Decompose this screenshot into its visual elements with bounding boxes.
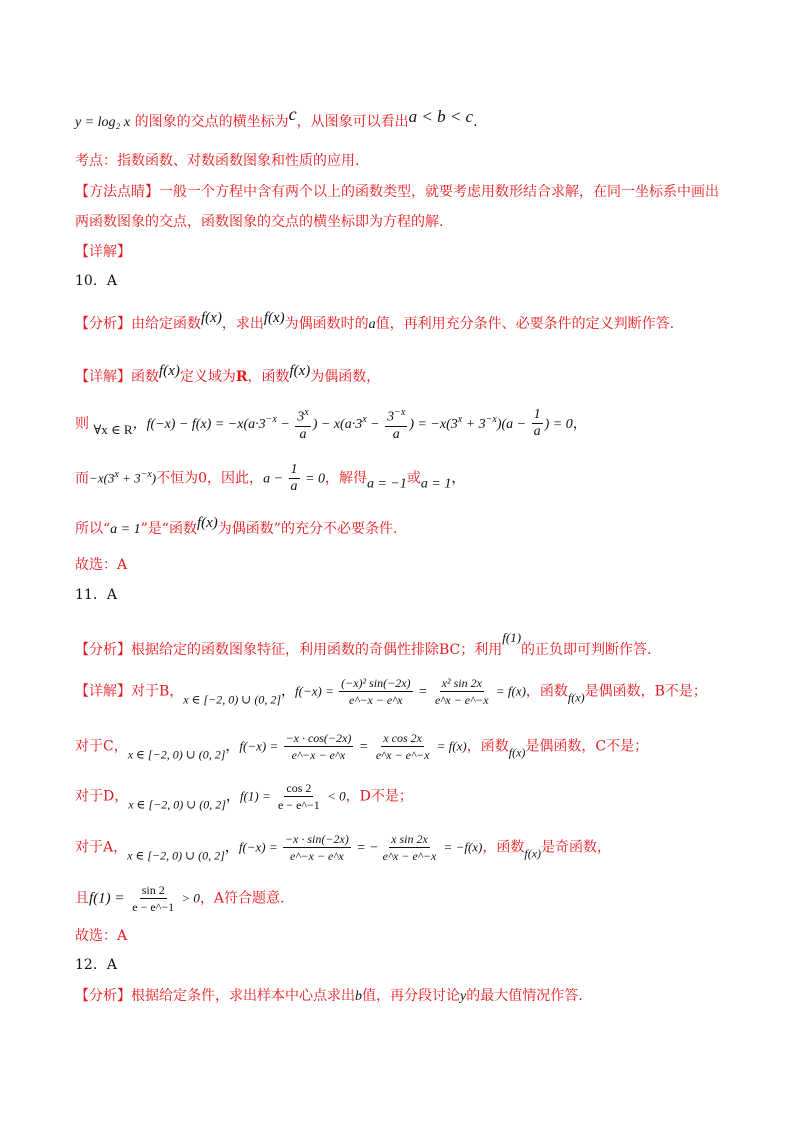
section-tag: 【分析】: [75, 988, 131, 1004]
math-exp: x: [114, 468, 119, 480]
text: ，D不是；: [345, 788, 413, 805]
math: ): [151, 470, 157, 486]
math: f(1) =: [89, 890, 129, 907]
fraction: $\frac{1}{a}$: [533, 407, 541, 440]
text: 且: [75, 890, 89, 907]
question-11-answer: 11．A: [75, 587, 117, 603]
math: a −: [263, 471, 287, 487]
fraction: $\frac{\text{x² sin 2x}}{e\^{}x - e\^{}-x}$: [434, 676, 489, 707]
text: 不恒为0，因此，: [156, 470, 264, 487]
fraction: $\frac{-x \cdot \sin(-2x)}{e\^{}-x - e\^{}x}$: [284, 832, 349, 863]
math-f1: f(1): [502, 630, 522, 645]
section-tag: 【分析】: [75, 642, 131, 658]
math: = −f(x): [440, 839, 483, 855]
fraction: $\frac{\cos 2}{e - e\^{}-1}$: [277, 781, 320, 812]
math: = f(x): [492, 683, 526, 699]
line-4: 两函数图象的交点，函数图象的交点的横坐标即为方程的解.: [75, 214, 444, 230]
math-fx: f(x): [567, 690, 585, 705]
section-tag: 【分析】: [75, 316, 131, 332]
line-16-option-C: [75, 730, 648, 765]
math: + 3: [118, 470, 141, 486]
set-R: R: [235, 369, 248, 385]
math-exp: x: [362, 414, 367, 426]
math-domain: x ∈ [−2, 0) ∪ (0, 2]: [127, 848, 225, 863]
text: 对于D，: [75, 788, 129, 805]
text: ，解得: [324, 470, 367, 487]
fraction: $\frac{3^x}{a}$: [297, 407, 309, 442]
fraction: $\frac{-x \cdot \cos(-2x)}{e\^{}-x - e\^{}x}$: [285, 731, 352, 762]
fraction: $\frac{1}{a}$: [290, 462, 298, 494]
text: ，函数: [247, 369, 290, 385]
math: ) = −x(3: [409, 416, 458, 432]
line-14-analysis: [75, 628, 652, 660]
line-7-analysis: [75, 308, 674, 335]
section-tag: 【方法点睛】: [75, 184, 159, 200]
math-fx: f(x): [289, 363, 311, 379]
text: ，求出: [221, 316, 264, 332]
math: )(a −: [496, 416, 530, 432]
line-18-option-A: [75, 831, 611, 866]
text: 由给定函数: [131, 316, 201, 332]
math: = 0: [301, 471, 325, 487]
solution-2: a = 1: [420, 476, 452, 492]
text: 值，再利用充分条件、必要条件的定义判断作答.: [375, 316, 675, 332]
text: 定义域为: [179, 369, 236, 385]
fraction: $\frac{\text{(−x)² sin(−2x)}}{e\^{}-x - e\^{}x}$: [341, 676, 411, 707]
line-12-answer: 故选：A: [75, 557, 128, 573]
text: 对于A，: [75, 839, 128, 856]
math-quantifier: ∀x ∈ R: [93, 421, 133, 437]
math: f(−x) =: [238, 839, 281, 855]
line-11: [75, 513, 397, 540]
text: 是偶函数，C不是；: [525, 738, 649, 755]
comma: ，: [451, 470, 466, 487]
line-22-analysis: [75, 986, 583, 1007]
line-2-kaodian: 考点：指数函数、对数函数图象和性质的应用.: [75, 153, 360, 169]
solution-1: a = −1: [366, 476, 407, 492]
line-10: [75, 462, 465, 495]
math: = f(x): [433, 738, 467, 754]
text: 的图象的交点的横坐标为: [134, 114, 289, 130]
var-a: a: [368, 317, 376, 332]
text: ，A符合题意.: [199, 890, 285, 907]
text: 是偶函数，B不是；: [584, 683, 707, 700]
math-fx: f(x): [263, 310, 285, 326]
math-exp: x: [457, 414, 463, 426]
text: ，函数: [482, 839, 525, 856]
math-exp: −x: [265, 414, 277, 426]
text: 为偶函数”的充分不必要条件.: [217, 521, 398, 537]
math-domain: x ∈ [−2, 0) ∪ (0, 2]: [183, 692, 281, 707]
comma: ，: [281, 683, 295, 700]
math: f(1) =: [239, 788, 274, 804]
comma: ，: [225, 788, 240, 805]
comma: ，: [224, 839, 239, 856]
text: 所以“: [75, 521, 111, 537]
math: a = 1: [110, 522, 141, 537]
text: 或: [406, 470, 421, 487]
math: =: [355, 739, 372, 755]
text: 对于C，: [75, 738, 128, 755]
math-fx: f(x): [524, 846, 542, 861]
line-20-answer: 故选：A: [75, 928, 128, 944]
comma: ，: [225, 738, 240, 755]
line-3-method: [75, 182, 719, 202]
line-1: [75, 104, 478, 133]
math: ，f(−x) − f(x) = −x(a·3: [132, 416, 266, 432]
section-tag: 【详解】: [75, 369, 131, 385]
math: ) = 0: [544, 416, 573, 432]
fraction: $\frac{\sin 2}{e - e\^{}-1}$: [132, 883, 175, 914]
question-10-answer: 10．A: [75, 273, 117, 289]
math-exp: −x: [485, 414, 497, 426]
inequality: a < b < c: [408, 107, 474, 126]
math: −x(3: [89, 470, 115, 486]
section-tag: 【详解】: [75, 683, 131, 700]
fraction: $\frac{3^{-x}}{a}$: [387, 407, 406, 442]
text: 则: [75, 415, 89, 432]
text: 对于B，: [131, 683, 184, 700]
text: 是奇函数，: [541, 839, 612, 856]
line-19: [75, 882, 284, 915]
math: f(−x) =: [239, 738, 282, 754]
text: 根据给定的函数图象特征，利用函数的奇偶性排除BC；利用: [131, 642, 503, 658]
math: + 3: [462, 416, 486, 432]
fraction: $\frac{\text{x sin 2x}}{e\^{}x - e\^{}-x}$: [382, 832, 437, 863]
line-17-option-D: [75, 780, 413, 815]
text: 值，再分段讨论: [362, 988, 460, 1004]
line-9-derivation: 则 ∀x ∈ R，$f(-x) - f(x) = -x(a\cdot 3^{-x}$ − $\frac{3^x}{a}$ ) − $x(a\cdot 3^x$ − $\frac{3^{-x}}{a}$ ) = $-x(3^x + 3^{-x})(a$ − $\frac{1}{a}$ ) = 0，: [75, 407, 587, 442]
math: > 0: [178, 890, 200, 906]
text: 为偶函数时的: [284, 316, 369, 332]
line-15-option-B: [75, 675, 707, 710]
math-fx: f(x): [508, 745, 526, 760]
math-fx: f(x): [201, 310, 222, 326]
question-12-answer: 12．A: [75, 957, 117, 973]
text: ”是“函数: [140, 521, 197, 537]
var-b: b: [355, 989, 362, 1004]
math-y-log2-x: y = log₂ x: [75, 115, 131, 130]
math: f(−x) =: [295, 683, 338, 699]
math-exp: −x: [140, 468, 152, 480]
text: 一般一个方程中含有两个以上的函数类型，就要考虑用数形结合求解，在同一坐标系中画出: [159, 184, 719, 200]
text: 的最大值情况作答.: [466, 988, 583, 1004]
text: 的正负即可判断作答.: [521, 642, 652, 658]
var-y: y: [460, 989, 467, 1004]
math-fx: f(x): [159, 363, 180, 379]
text: 函数: [131, 369, 159, 385]
fraction: $\frac{\text{x cos 2x}}{e\^{}x - e\^{}-x}$: [375, 731, 430, 762]
math: ) − x(a·3: [312, 416, 363, 432]
text: ，从图象可以看出: [296, 114, 409, 130]
text: ，函数: [466, 738, 509, 755]
math-domain: x ∈ [−2, 0) ∪ (0, 2]: [127, 747, 226, 762]
math: =: [414, 684, 431, 700]
period: .: [473, 114, 478, 130]
math: < 0: [323, 788, 346, 804]
math-domain: x ∈ [−2, 0) ∪ (0, 2]: [128, 797, 226, 812]
math-fx: f(x): [196, 515, 218, 531]
text: 为偶函数，: [310, 369, 381, 385]
comma: ，: [572, 415, 587, 432]
text: 根据给定条件，求出样本中心点求出: [131, 988, 355, 1004]
var-c: c: [288, 104, 297, 124]
line-5-detail-tag: 【详解】: [75, 244, 131, 260]
text: ，函数: [525, 683, 568, 700]
line-8-detail: [75, 361, 380, 387]
text: 而: [75, 470, 89, 487]
math: = −: [352, 840, 379, 856]
